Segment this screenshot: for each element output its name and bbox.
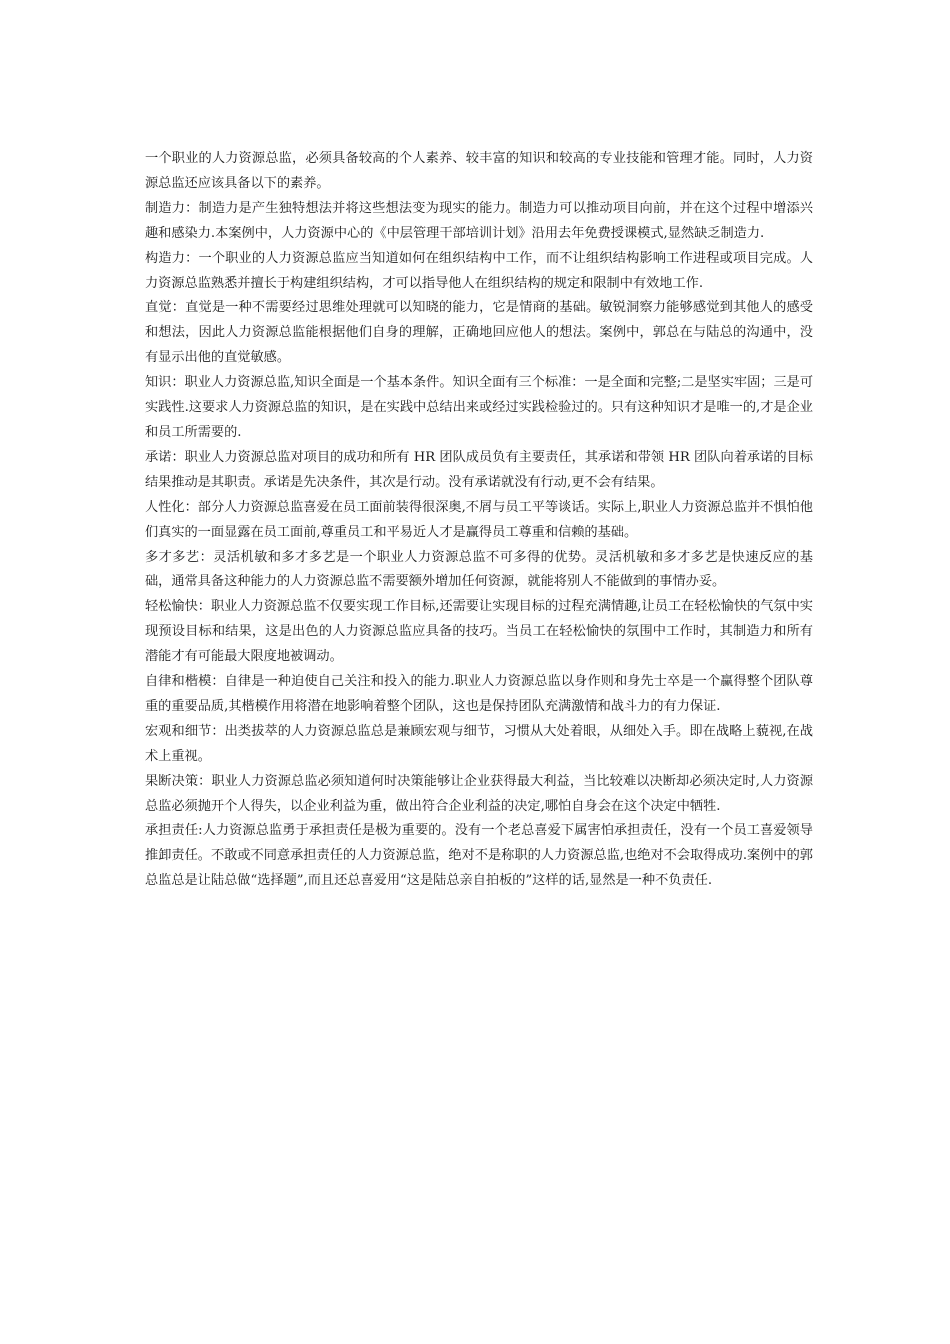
document-body [145,147,813,894]
paragraph-macro-detail: 宏观和细节：出类拔萃的人力资源总监总是兼顾宏观与细节，习惯从大处着眼，从细处入手。即在战略上藐视,在战术上重视。 [145,723,813,764]
paragraph-intuition: 直觉：直觉是一种不需要经过思维处理就可以知晓的能力，它是情商的基础。敏锐洞察力能够感觉到其他人的感受和想法，因此人力资源总监能根据他们自身的理解，正确地回应他人的想法。案例中，郭总在与陆总的沟通中，没有显示出他的直觉敏感。 [145,300,813,366]
paragraph-creativity: 制造力：制造力是产生独特想法并将这些想法变为现实的能力。制造力可以推动项目向前，并在这个过程中增添兴趣和感染力.本案例中，人力资源中心的《中层管理干部培训计划》沿用去年免费授课模式,显然缺乏制造力. [145,200,813,241]
paragraph-commitment: 承诺：职业人力资源总监对项目的成功和所有 HR 团队成员负有主要责任，其承诺和带领 HR 团队向着承诺的目标结果推动是其职责。承诺是先决条件，其次是行动。没有承诺就没有行动,更不会有结果。 [145,449,813,490]
paragraph-relaxed: 轻松愉快：职业人力资源总监不仅要实现工作目标,还需要让实现目标的过程充满情趣,让员工在轻松愉快的气氛中实现预设目标和结果，这是出色的人力资源总监应具备的技巧。当员工在轻松愉快的氛围中工作时，其制造力和所有潜能才有可能最大限度地被调动。 [145,599,813,665]
paragraph-decision: 果断决策：职业人力资源总监必须知道何时决策能够让企业获得最大利益，当比较难以决断却必须决定时,人力资源总监必须抛开个人得失，以企业利益为重，做出符合企业利益的决定,哪怕自身会在这个决定中牺牲. [145,773,813,814]
intro-paragraph: 一个职业的人力资源总监，必须具备较高的个人素养、较丰富的知识和较高的专业技能和管理才能。同时，人力资源总监还应该具备以下的素养。 [145,151,813,191]
paragraph-humanization: 人性化：部分人力资源总监喜爱在员工面前装得很深奥,不屑与员工平等谈话。实际上,职业人力资源总监并不惧怕他们真实的一面显露在员工面前,尊重员工和平易近人才是赢得员工尊重和信赖的基础。 [145,499,813,540]
paragraph-versatility: 多才多艺：灵活机敏和多才多艺是一个职业人力资源总监不可多得的优势。灵活机敏和多才多艺是快速反应的基础，通常具备这种能力的人力资源总监不需要额外增加任何资源，就能将别人不能做到的事情办妥。 [145,549,813,590]
paragraph-responsibility: 承担责任:人力资源总监勇于承担责任是极为重要的。没有一个老总喜爱下属害怕承担责任，没有一个员工喜爱领导推卸责任。不敢或不同意承担责任的人力资源总监，绝对不是称职的人力资源总监,也绝对不会取得成功.案例中的郭总监总是让陆总做“选择题”,而且还总喜爱用“这是陆总亲自拍板的”这样的话,显然是一种不负责任. [145,823,813,889]
paragraph-knowledge: 知识：职业人力资源总监,知识全面是一个基本条件。知识全面有三个标准：一是全面和完整;二是坚实牢固；三是可实践性.这要求人力资源总监的知识，是在实践中总结出来或经过实践检验过的。只有这种知识才是唯一的,才是企业和员工所需要的. [145,375,814,440]
paragraph-structure: 构造力：一个职业的人力资源总监应当知道如何在组织结构中工作，而不让组织结构影响工作进程或项目完成。人力资源总监熟悉并擅长于构建组织结构，才可以指导他人在组织结构的规定和限制中有效地工作. [145,250,813,291]
paragraph-self-discipline: 自律和楷模：自律是一种迫使自己关注和投入的能力.职业人力资源总监以身作则和身先士卒是一个赢得整个团队尊重的重要品质,其楷模作用将潜在地影响着整个团队，这也是保持团队充满激情和战斗力的有力保证. [145,674,813,714]
